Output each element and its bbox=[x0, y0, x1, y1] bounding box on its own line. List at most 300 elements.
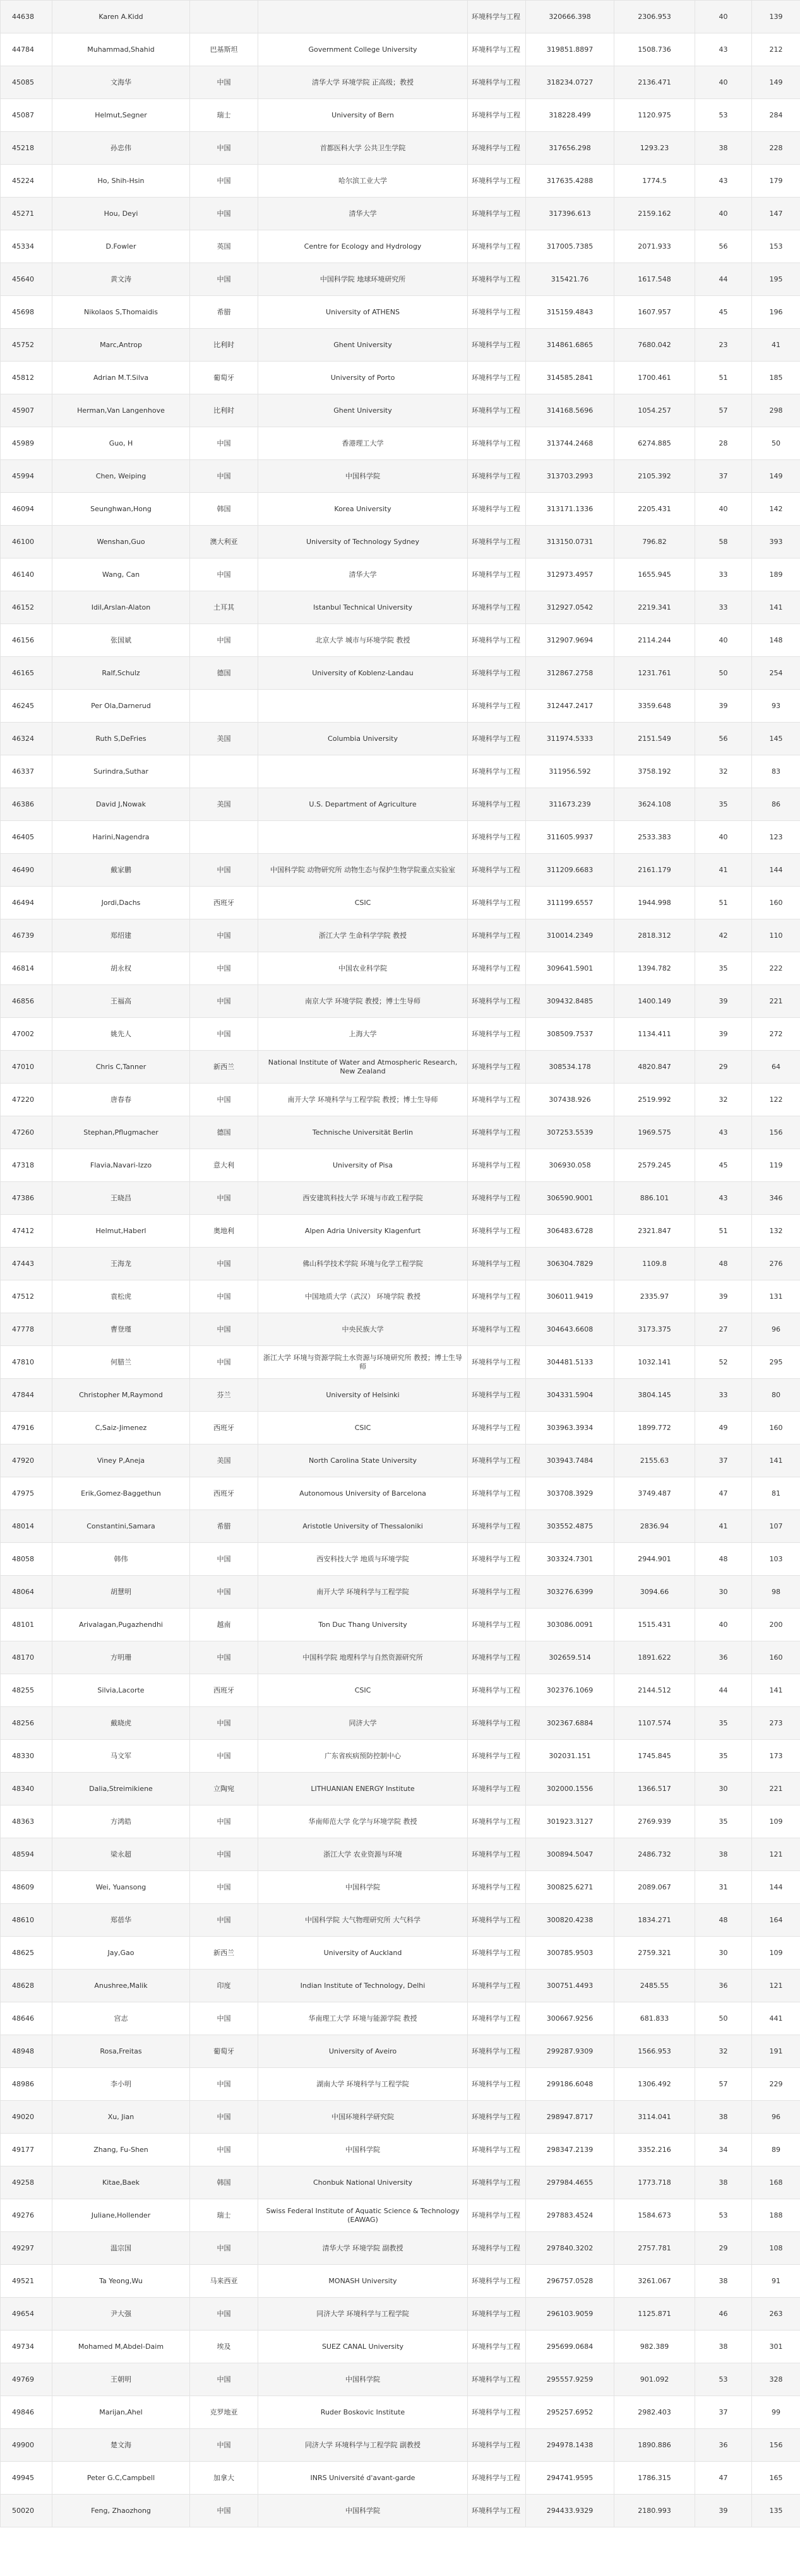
papers-cell: 86 bbox=[752, 788, 800, 821]
country-cell: 马来西亚 bbox=[190, 2265, 258, 2298]
avg-cell: 1400.149 bbox=[614, 985, 695, 1018]
name-cell: Kitae,Baek bbox=[52, 2166, 190, 2199]
name-cell: Anushree,Malik bbox=[52, 1970, 190, 2002]
name-cell: Christopher M,Raymond bbox=[52, 1379, 190, 1412]
rank-cell: 49020 bbox=[1, 2101, 52, 2134]
country-cell: 中国 bbox=[190, 1805, 258, 1838]
table-row bbox=[1, 1248, 800, 1280]
country-cell: 中国 bbox=[190, 624, 258, 657]
score-cell: 296757.0528 bbox=[526, 2265, 614, 2298]
rank-cell: 48363 bbox=[1, 1805, 52, 1838]
country-cell: 比利时 bbox=[190, 394, 258, 427]
institution-cell: Indian Institute of Technology, Delhi bbox=[258, 1970, 468, 2002]
table-row bbox=[1, 1215, 800, 1248]
avg-cell: 2071.933 bbox=[614, 230, 695, 263]
name-cell: Idil,Arslan-Alaton bbox=[52, 591, 190, 624]
discipline-cell: 环境科学与工程 bbox=[468, 1904, 526, 1937]
h-index-cell: 43 bbox=[695, 33, 752, 66]
rank-cell: 47412 bbox=[1, 1215, 52, 1248]
score-cell: 310014.2349 bbox=[526, 919, 614, 952]
discipline-cell: 环境科学与工程 bbox=[468, 624, 526, 657]
rank-cell: 48340 bbox=[1, 1773, 52, 1805]
table-row bbox=[1, 1445, 800, 1477]
rank-cell: 48330 bbox=[1, 1740, 52, 1773]
papers-cell: 165 bbox=[752, 2462, 800, 2495]
table-row bbox=[1, 2363, 800, 2396]
table-row bbox=[1, 33, 800, 66]
papers-cell: 139 bbox=[752, 1, 800, 33]
papers-cell: 196 bbox=[752, 296, 800, 329]
papers-cell: 41 bbox=[752, 329, 800, 362]
institution-cell: 中国科学院 bbox=[258, 2495, 468, 2527]
country-cell: 中国 bbox=[190, 2495, 258, 2527]
discipline-cell: 环境科学与工程 bbox=[468, 1149, 526, 1182]
institution-cell: 湖南大学 环境科学与工程学院 bbox=[258, 2068, 468, 2101]
country-cell: 西班牙 bbox=[190, 1674, 258, 1707]
score-cell: 306930.058 bbox=[526, 1149, 614, 1182]
papers-cell: 153 bbox=[752, 230, 800, 263]
rank-cell: 45334 bbox=[1, 230, 52, 263]
table-row bbox=[1, 1412, 800, 1445]
discipline-cell: 环境科学与工程 bbox=[468, 558, 526, 591]
h-index-cell: 47 bbox=[695, 1477, 752, 1510]
discipline-cell: 环境科学与工程 bbox=[468, 460, 526, 493]
table-row bbox=[1, 1543, 800, 1576]
score-cell: 300894.5047 bbox=[526, 1838, 614, 1871]
discipline-cell: 环境科学与工程 bbox=[468, 1280, 526, 1313]
score-cell: 300667.9256 bbox=[526, 2002, 614, 2035]
country-cell: 中国 bbox=[190, 952, 258, 985]
avg-cell: 2485.55 bbox=[614, 1970, 695, 2002]
rank-cell: 46405 bbox=[1, 821, 52, 854]
score-cell: 318228.499 bbox=[526, 99, 614, 132]
rank-cell: 48064 bbox=[1, 1576, 52, 1609]
rank-cell: 45989 bbox=[1, 427, 52, 460]
score-cell: 303943.7484 bbox=[526, 1445, 614, 1477]
country-cell: 西班牙 bbox=[190, 887, 258, 919]
name-cell: Helmut,Segner bbox=[52, 99, 190, 132]
institution-cell: 上海大学 bbox=[258, 1018, 468, 1051]
discipline-cell: 环境科学与工程 bbox=[468, 1510, 526, 1543]
papers-cell: 229 bbox=[752, 2068, 800, 2101]
name-cell: Mohamed M,Abdel-Daim bbox=[52, 2331, 190, 2363]
discipline-cell: 环境科学与工程 bbox=[468, 657, 526, 690]
country-cell: 加拿大 bbox=[190, 2462, 258, 2495]
rank-cell: 47010 bbox=[1, 1051, 52, 1084]
h-index-cell: 28 bbox=[695, 427, 752, 460]
name-cell: 韩伟 bbox=[52, 1543, 190, 1576]
avg-cell: 2944.901 bbox=[614, 1543, 695, 1576]
country-cell: 中国 bbox=[190, 66, 258, 99]
institution-cell: 南开大学 环境科学与工程学院 教授；博士生导师 bbox=[258, 1084, 468, 1116]
table-row bbox=[1, 1970, 800, 2002]
score-cell: 312447.2417 bbox=[526, 690, 614, 723]
papers-cell: 135 bbox=[752, 2495, 800, 2527]
papers-cell: 147 bbox=[752, 198, 800, 230]
score-cell: 313744.2468 bbox=[526, 427, 614, 460]
score-cell: 312907.9694 bbox=[526, 624, 614, 657]
papers-cell: 160 bbox=[752, 887, 800, 919]
rank-cell: 45698 bbox=[1, 296, 52, 329]
country-cell: 葡萄牙 bbox=[190, 362, 258, 394]
score-cell: 294978.1438 bbox=[526, 2429, 614, 2462]
papers-cell: 123 bbox=[752, 821, 800, 854]
country-cell: 希腊 bbox=[190, 1510, 258, 1543]
avg-cell: 1891.622 bbox=[614, 1641, 695, 1674]
score-cell: 303276.6399 bbox=[526, 1576, 614, 1609]
rank-cell: 49276 bbox=[1, 2199, 52, 2232]
score-cell: 314168.5696 bbox=[526, 394, 614, 427]
discipline-cell: 环境科学与工程 bbox=[468, 2495, 526, 2527]
table-row bbox=[1, 1838, 800, 1871]
table-row bbox=[1, 2495, 800, 2527]
discipline-cell: 环境科学与工程 bbox=[468, 427, 526, 460]
institution-cell: 南京大学 环境学院 教授；博士生导师 bbox=[258, 985, 468, 1018]
avg-cell: 1899.772 bbox=[614, 1412, 695, 1445]
table-row bbox=[1, 526, 800, 558]
rank-cell: 47778 bbox=[1, 1313, 52, 1346]
papers-cell: 110 bbox=[752, 919, 800, 952]
institution-cell: 中国科学院 动物研究所 动物生态与保护生物学院重点实验室 bbox=[258, 854, 468, 887]
name-cell: Hou, Deyi bbox=[52, 198, 190, 230]
discipline-cell: 环境科学与工程 bbox=[468, 723, 526, 755]
country-cell: 中国 bbox=[190, 1543, 258, 1576]
country-cell: 中国 bbox=[190, 1707, 258, 1740]
rank-cell: 49734 bbox=[1, 2331, 52, 2363]
name-cell: Erik,Gomez-Baggethun bbox=[52, 1477, 190, 1510]
country-cell: 印度 bbox=[190, 1970, 258, 2002]
name-cell: 张国斌 bbox=[52, 624, 190, 657]
country-cell: 克罗地亚 bbox=[190, 2396, 258, 2429]
country-cell: 美国 bbox=[190, 723, 258, 755]
score-cell: 302031.151 bbox=[526, 1740, 614, 1773]
avg-cell: 1607.957 bbox=[614, 296, 695, 329]
h-index-cell: 38 bbox=[695, 132, 752, 165]
avg-cell: 1109.8 bbox=[614, 1248, 695, 1280]
rank-cell: 47318 bbox=[1, 1149, 52, 1182]
score-cell: 297984.4655 bbox=[526, 2166, 614, 2199]
avg-cell: 1774.5 bbox=[614, 165, 695, 198]
rank-cell: 46165 bbox=[1, 657, 52, 690]
discipline-cell: 环境科学与工程 bbox=[468, 1609, 526, 1641]
score-cell: 295699.0684 bbox=[526, 2331, 614, 2363]
rank-cell: 49846 bbox=[1, 2396, 52, 2429]
discipline-cell: 环境科学与工程 bbox=[468, 1182, 526, 1215]
avg-cell: 1306.492 bbox=[614, 2068, 695, 2101]
country-cell: 芬兰 bbox=[190, 1379, 258, 1412]
table-row bbox=[1, 329, 800, 362]
h-index-cell: 38 bbox=[695, 2331, 752, 2363]
score-cell: 307438.926 bbox=[526, 1084, 614, 1116]
papers-cell: 185 bbox=[752, 362, 800, 394]
country-cell: 澳大利亚 bbox=[190, 526, 258, 558]
score-cell: 302367.6884 bbox=[526, 1707, 614, 1740]
avg-cell: 6274.885 bbox=[614, 427, 695, 460]
h-index-cell: 35 bbox=[695, 1740, 752, 1773]
institution-cell: 中央民族大学 bbox=[258, 1313, 468, 1346]
score-cell: 304481.5133 bbox=[526, 1346, 614, 1379]
discipline-cell: 环境科学与工程 bbox=[468, 1805, 526, 1838]
avg-cell: 3804.145 bbox=[614, 1379, 695, 1412]
institution-cell: Columbia University bbox=[258, 723, 468, 755]
rank-cell: 49945 bbox=[1, 2462, 52, 2495]
table-row bbox=[1, 493, 800, 526]
h-index-cell: 23 bbox=[695, 329, 752, 362]
country-cell: 美国 bbox=[190, 1445, 258, 1477]
name-cell: 郑蓓华 bbox=[52, 1904, 190, 1937]
discipline-cell: 环境科学与工程 bbox=[468, 1477, 526, 1510]
h-index-cell: 57 bbox=[695, 394, 752, 427]
h-index-cell: 44 bbox=[695, 1674, 752, 1707]
table-row bbox=[1, 1149, 800, 1182]
table-row bbox=[1, 165, 800, 198]
name-cell: Ruth S,DeFries bbox=[52, 723, 190, 755]
avg-cell: 2757.781 bbox=[614, 2232, 695, 2265]
h-index-cell: 47 bbox=[695, 2462, 752, 2495]
table-row bbox=[1, 624, 800, 657]
rank-cell: 45087 bbox=[1, 99, 52, 132]
name-cell: 王晓昌 bbox=[52, 1182, 190, 1215]
score-cell: 303552.4875 bbox=[526, 1510, 614, 1543]
avg-cell: 3352.216 bbox=[614, 2134, 695, 2166]
name-cell: Jay,Gao bbox=[52, 1937, 190, 1970]
country-cell: 美国 bbox=[190, 788, 258, 821]
papers-cell: 119 bbox=[752, 1149, 800, 1182]
table-row bbox=[1, 394, 800, 427]
discipline-cell: 环境科学与工程 bbox=[468, 887, 526, 919]
h-index-cell: 38 bbox=[695, 2265, 752, 2298]
papers-cell: 273 bbox=[752, 1707, 800, 1740]
country-cell: 瑞士 bbox=[190, 2199, 258, 2232]
h-index-cell: 29 bbox=[695, 1051, 752, 1084]
avg-cell: 886.101 bbox=[614, 1182, 695, 1215]
papers-cell: 89 bbox=[752, 2134, 800, 2166]
rank-cell: 45271 bbox=[1, 198, 52, 230]
table-row bbox=[1, 2298, 800, 2331]
name-cell: 马文军 bbox=[52, 1740, 190, 1773]
papers-cell: 144 bbox=[752, 854, 800, 887]
institution-cell: Korea University bbox=[258, 493, 468, 526]
discipline-cell: 环境科学与工程 bbox=[468, 1543, 526, 1576]
score-cell: 302376.1069 bbox=[526, 1674, 614, 1707]
score-cell: 295257.6952 bbox=[526, 2396, 614, 2429]
country-cell bbox=[190, 690, 258, 723]
rank-cell: 48625 bbox=[1, 1937, 52, 1970]
name-cell: Herman,Van Langenhove bbox=[52, 394, 190, 427]
papers-cell: 272 bbox=[752, 1018, 800, 1051]
name-cell: 袁松虎 bbox=[52, 1280, 190, 1313]
institution-cell: Technische Universität Berlin bbox=[258, 1116, 468, 1149]
discipline-cell: 环境科学与工程 bbox=[468, 1313, 526, 1346]
institution-cell: 中国科学院 bbox=[258, 460, 468, 493]
score-cell: 311956.592 bbox=[526, 755, 614, 788]
country-cell: 立陶宛 bbox=[190, 1773, 258, 1805]
rank-cell: 49521 bbox=[1, 2265, 52, 2298]
institution-cell: 清华大学 环境学院 正高级；教授 bbox=[258, 66, 468, 99]
papers-cell: 188 bbox=[752, 2199, 800, 2232]
institution-cell: University of Pisa bbox=[258, 1149, 468, 1182]
discipline-cell: 环境科学与工程 bbox=[468, 198, 526, 230]
h-index-cell: 53 bbox=[695, 2363, 752, 2396]
name-cell: Xu, Jian bbox=[52, 2101, 190, 2134]
papers-cell: 393 bbox=[752, 526, 800, 558]
papers-cell: 189 bbox=[752, 558, 800, 591]
h-index-cell: 30 bbox=[695, 1937, 752, 1970]
rank-cell: 48101 bbox=[1, 1609, 52, 1641]
institution-cell: University of Aveiro bbox=[258, 2035, 468, 2068]
score-cell: 312867.2758 bbox=[526, 657, 614, 690]
rank-cell: 47260 bbox=[1, 1116, 52, 1149]
papers-cell: 109 bbox=[752, 1805, 800, 1838]
papers-cell: 156 bbox=[752, 1116, 800, 1149]
h-index-cell: 36 bbox=[695, 2429, 752, 2462]
country-cell: 新西兰 bbox=[190, 1937, 258, 1970]
table-row bbox=[1, 2002, 800, 2035]
avg-cell: 2519.992 bbox=[614, 1084, 695, 1116]
discipline-cell: 环境科学与工程 bbox=[468, 2363, 526, 2396]
table-row bbox=[1, 230, 800, 263]
discipline-cell: 环境科学与工程 bbox=[468, 1773, 526, 1805]
papers-cell: 141 bbox=[752, 591, 800, 624]
h-index-cell: 33 bbox=[695, 1379, 752, 1412]
h-index-cell: 37 bbox=[695, 460, 752, 493]
country-cell bbox=[190, 1, 258, 33]
discipline-cell: 环境科学与工程 bbox=[468, 1871, 526, 1904]
h-index-cell: 38 bbox=[695, 1838, 752, 1871]
score-cell: 294433.9329 bbox=[526, 2495, 614, 2527]
name-cell: Ta Yeong,Wu bbox=[52, 2265, 190, 2298]
avg-cell: 2159.162 bbox=[614, 198, 695, 230]
rank-cell: 48610 bbox=[1, 1904, 52, 1937]
table-row bbox=[1, 1280, 800, 1313]
rank-cell: 46156 bbox=[1, 624, 52, 657]
institution-cell: 浙江大学 生命科学学院 教授 bbox=[258, 919, 468, 952]
papers-cell: 328 bbox=[752, 2363, 800, 2396]
table-row bbox=[1, 2462, 800, 2495]
avg-cell: 1834.271 bbox=[614, 1904, 695, 1937]
country-cell: 德国 bbox=[190, 1116, 258, 1149]
papers-cell: 441 bbox=[752, 2002, 800, 2035]
score-cell: 315421.76 bbox=[526, 263, 614, 296]
avg-cell: 2151.549 bbox=[614, 723, 695, 755]
papers-cell: 96 bbox=[752, 2101, 800, 2134]
h-index-cell: 29 bbox=[695, 2232, 752, 2265]
rank-cell: 46324 bbox=[1, 723, 52, 755]
score-cell: 302659.514 bbox=[526, 1641, 614, 1674]
avg-cell: 1032.141 bbox=[614, 1346, 695, 1379]
rank-cell: 45224 bbox=[1, 165, 52, 198]
country-cell: 中国 bbox=[190, 1871, 258, 1904]
country-cell: 中国 bbox=[190, 1280, 258, 1313]
avg-cell: 2180.993 bbox=[614, 2495, 695, 2527]
discipline-cell: 环境科学与工程 bbox=[468, 263, 526, 296]
avg-cell: 2219.341 bbox=[614, 591, 695, 624]
discipline-cell: 环境科学与工程 bbox=[468, 985, 526, 1018]
rank-cell: 44784 bbox=[1, 33, 52, 66]
rank-cell: 49177 bbox=[1, 2134, 52, 2166]
rank-cell: 45994 bbox=[1, 460, 52, 493]
discipline-cell: 环境科学与工程 bbox=[468, 2166, 526, 2199]
avg-cell: 1120.975 bbox=[614, 99, 695, 132]
h-index-cell: 53 bbox=[695, 99, 752, 132]
country-cell: 埃及 bbox=[190, 2331, 258, 2363]
table-row bbox=[1, 1641, 800, 1674]
table-row bbox=[1, 723, 800, 755]
table-row bbox=[1, 2134, 800, 2166]
h-index-cell: 39 bbox=[695, 690, 752, 723]
country-cell: 中国 bbox=[190, 1313, 258, 1346]
rank-cell: 47386 bbox=[1, 1182, 52, 1215]
score-cell: 312973.4957 bbox=[526, 558, 614, 591]
score-cell: 313150.0731 bbox=[526, 526, 614, 558]
discipline-cell: 环境科学与工程 bbox=[468, 1445, 526, 1477]
name-cell: Ho, Shih-Hsin bbox=[52, 165, 190, 198]
name-cell: 曹登瑾 bbox=[52, 1313, 190, 1346]
country-cell: 中国 bbox=[190, 1182, 258, 1215]
score-cell: 300820.4238 bbox=[526, 1904, 614, 1937]
name-cell: D.Fowler bbox=[52, 230, 190, 263]
h-index-cell: 35 bbox=[695, 1805, 752, 1838]
name-cell: Marc,Antrop bbox=[52, 329, 190, 362]
name-cell: 郑绍建 bbox=[52, 919, 190, 952]
institution-cell: University of Auckland bbox=[258, 1937, 468, 1970]
rank-cell: 47916 bbox=[1, 1412, 52, 1445]
table-row bbox=[1, 132, 800, 165]
avg-cell: 2136.471 bbox=[614, 66, 695, 99]
table-row bbox=[1, 1018, 800, 1051]
score-cell: 317005.7385 bbox=[526, 230, 614, 263]
country-cell: 韩国 bbox=[190, 2166, 258, 2199]
h-index-cell: 36 bbox=[695, 1970, 752, 2002]
rank-cell: 48058 bbox=[1, 1543, 52, 1576]
score-cell: 318234.0727 bbox=[526, 66, 614, 99]
discipline-cell: 环境科学与工程 bbox=[468, 99, 526, 132]
avg-cell: 7680.042 bbox=[614, 329, 695, 362]
rank-cell: 47002 bbox=[1, 1018, 52, 1051]
institution-cell: INRS Université d'avant-garde bbox=[258, 2462, 468, 2495]
papers-cell: 212 bbox=[752, 33, 800, 66]
rank-cell: 48609 bbox=[1, 1871, 52, 1904]
papers-cell: 145 bbox=[752, 723, 800, 755]
institution-cell: 同济大学 bbox=[258, 1707, 468, 1740]
score-cell: 299287.9309 bbox=[526, 2035, 614, 2068]
discipline-cell: 环境科学与工程 bbox=[468, 1641, 526, 1674]
rank-cell: 46856 bbox=[1, 985, 52, 1018]
score-cell: 320666.398 bbox=[526, 1, 614, 33]
h-index-cell: 46 bbox=[695, 2298, 752, 2331]
table-row bbox=[1, 1084, 800, 1116]
name-cell: 宫志 bbox=[52, 2002, 190, 2035]
avg-cell: 3114.041 bbox=[614, 2101, 695, 2134]
table-row bbox=[1, 591, 800, 624]
score-cell: 303963.3934 bbox=[526, 1412, 614, 1445]
institution-cell: 同济大学 环境科学与工程学院 bbox=[258, 2298, 468, 2331]
name-cell: 王海龙 bbox=[52, 1248, 190, 1280]
papers-cell: 99 bbox=[752, 2396, 800, 2429]
name-cell: Silvia,Lacorte bbox=[52, 1674, 190, 1707]
avg-cell: 1700.461 bbox=[614, 362, 695, 394]
name-cell: Arivalagan,Pugazhendhi bbox=[52, 1609, 190, 1641]
name-cell: 孙忠伟 bbox=[52, 132, 190, 165]
h-index-cell: 40 bbox=[695, 1, 752, 33]
h-index-cell: 27 bbox=[695, 1313, 752, 1346]
score-cell: 304643.6608 bbox=[526, 1313, 614, 1346]
discipline-cell: 环境科学与工程 bbox=[468, 1707, 526, 1740]
avg-cell: 2114.244 bbox=[614, 624, 695, 657]
institution-cell bbox=[258, 821, 468, 854]
rank-cell: 48255 bbox=[1, 1674, 52, 1707]
institution-cell: 佛山科学技术学院 环境与化学工程学院 bbox=[258, 1248, 468, 1280]
